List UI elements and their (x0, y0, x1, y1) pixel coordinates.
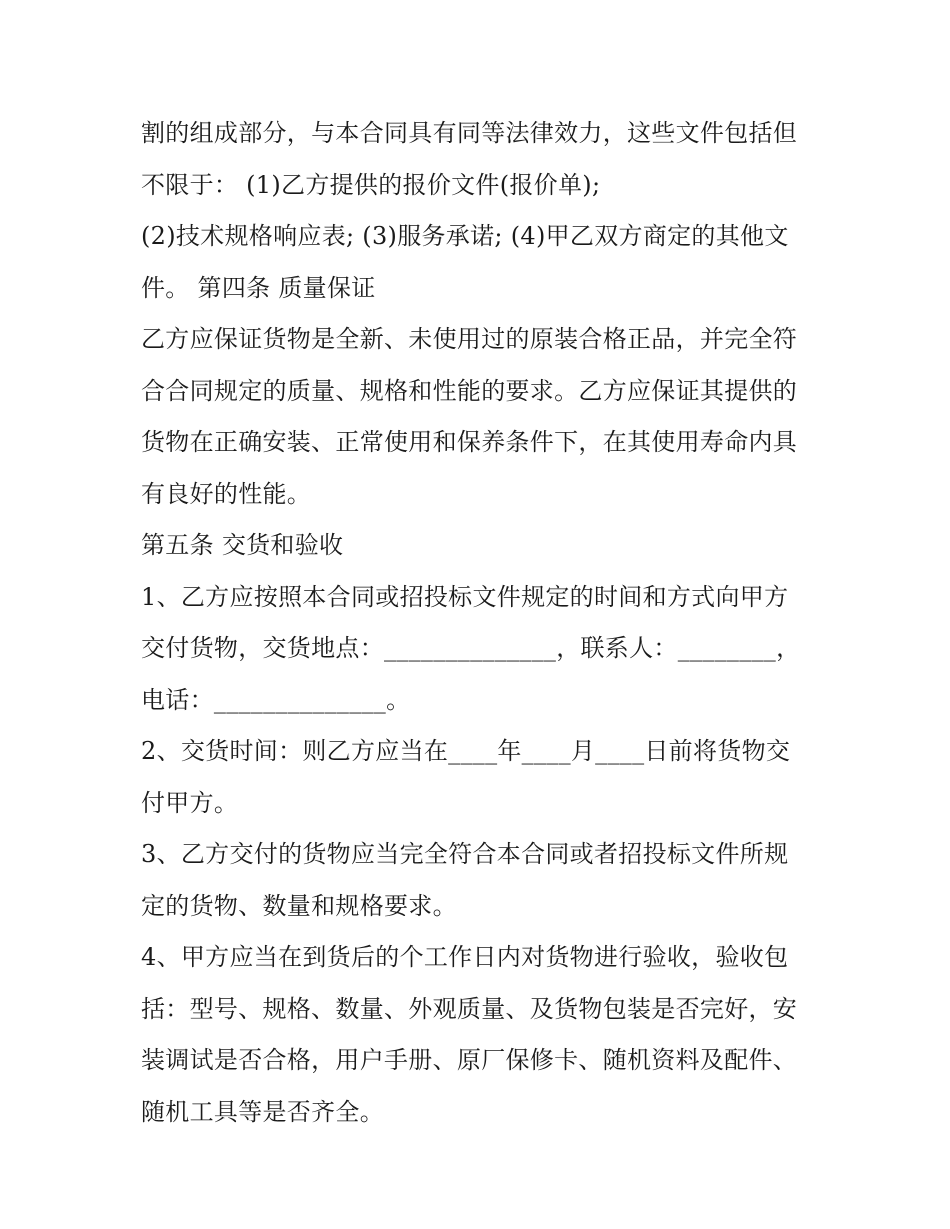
text-line: 货物在正确安装、正常使用和保养条件下，在其使用寿命内具 (141, 428, 798, 456)
text-line: 装调试是否合格，用户手册、原厂保修卡、随机资料及配件、 (141, 1046, 798, 1074)
text-line: 电话：______________。 (141, 685, 411, 714)
text-line: 定的货物、数量和规格要求。 (141, 891, 457, 920)
text-line: 3、乙方交付的货物应当完全符合本合同或者招投标文件所规 (141, 840, 789, 868)
text-line: (2)技术规格响应表; (3)服务承诺; (4)甲乙双方商定的其他文 (141, 222, 789, 250)
text-line: 乙方应保证货物是全新、未使用过的原装合格正品，并完全符 (141, 325, 798, 353)
text-line: 合合同规定的质量、规格和性能的要求。乙方应保证其提供的 (141, 376, 798, 405)
text-line: 不限于： (1)乙方提供的报价文件(报价单); (141, 170, 601, 199)
text-line: 2、交货时间：则乙方应当在____年____月____日前将货物交 (141, 737, 791, 765)
text-line: 随机工具等是否齐全。 (141, 1097, 384, 1126)
text-line: 件。 第四条 质量保证 (141, 273, 376, 302)
text-line: 1、乙方应按照本合同或招投标文件规定的时间和方式向甲方 (141, 582, 789, 611)
contract-text-body (141, 108, 821, 1138)
section-heading: 第五条 交货和验收 (141, 531, 344, 559)
text-line: 交付货物，交货地点：______________，联系人：________， (141, 634, 801, 662)
text-line: 有良好的性能。 (141, 479, 312, 508)
text-line: 付甲方。 (141, 788, 239, 817)
text-line: 括：型号、规格、数量、外观质量、及货物包装是否完好，安 (141, 994, 798, 1023)
text-line: 割的组成部分，与本合同具有同等法律效力，这些文件包括但 (141, 119, 798, 147)
text-line: 4、甲方应当在到货后的个工作日内对货物进行验收，验收包 (141, 943, 789, 971)
